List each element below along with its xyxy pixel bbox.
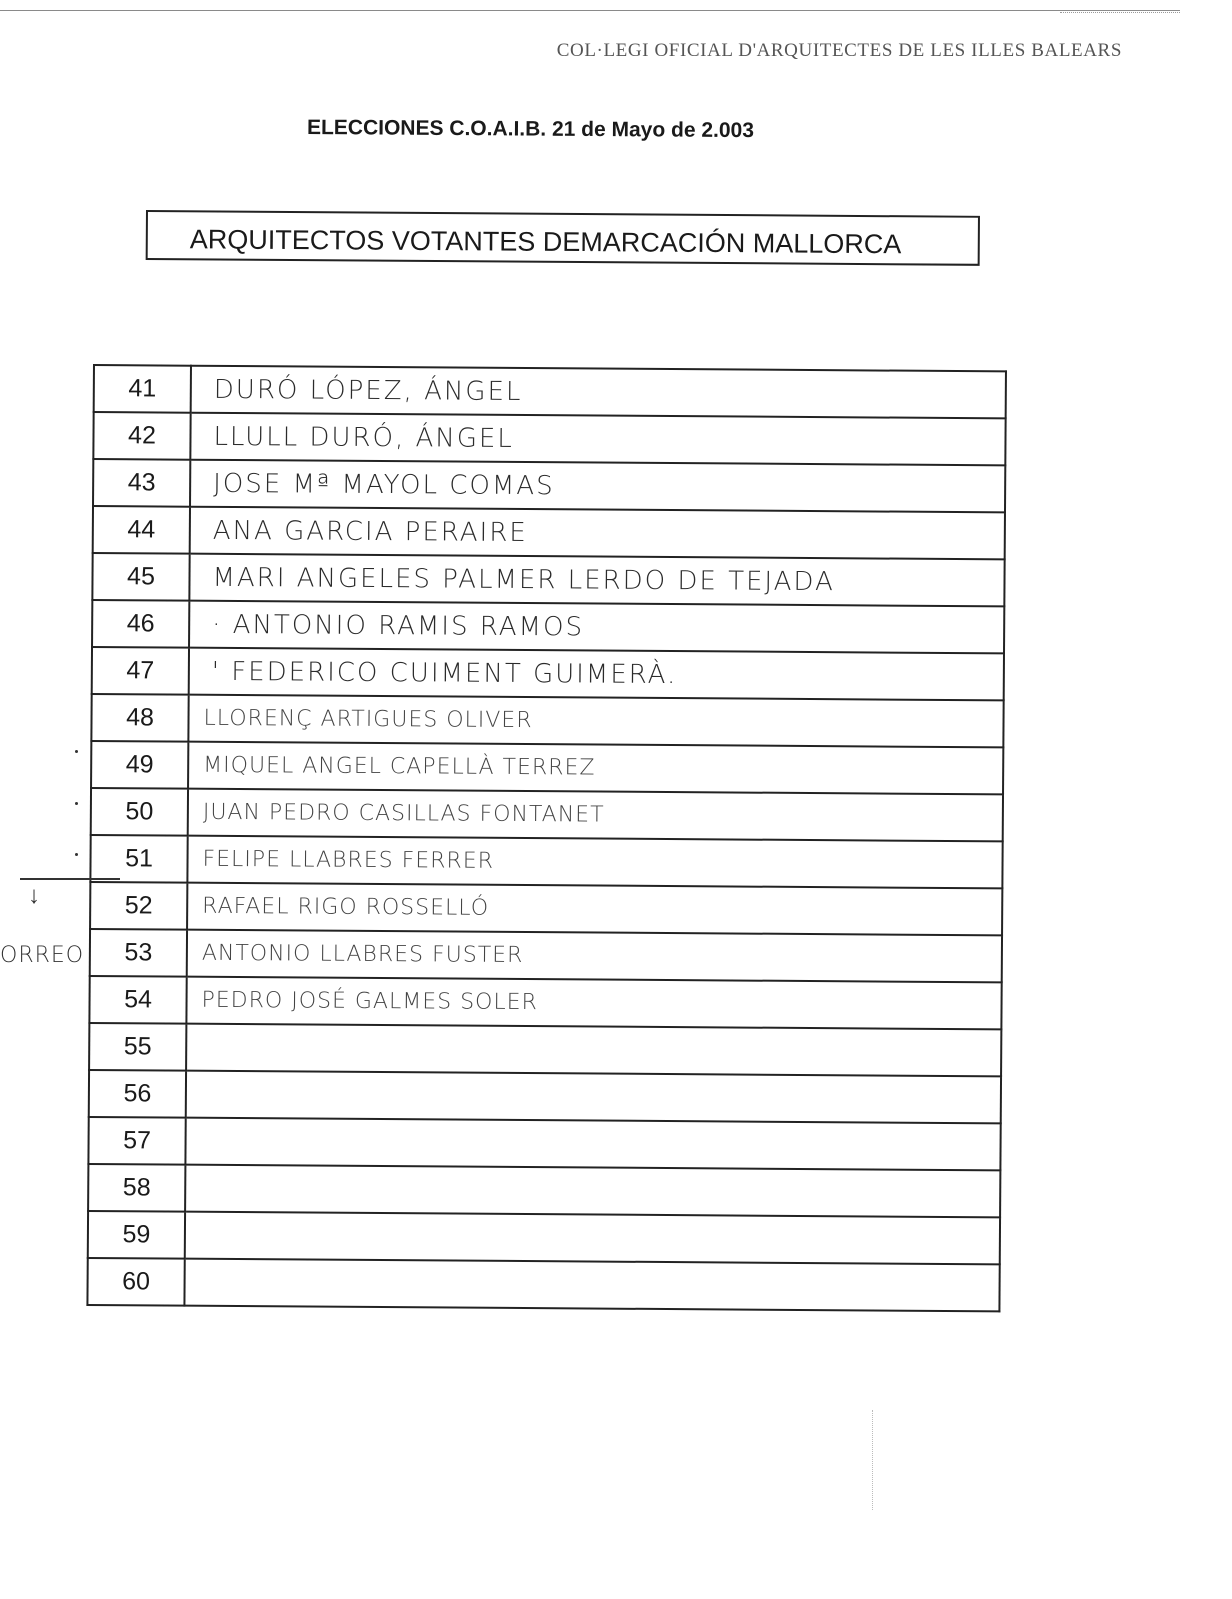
subtitle-text: ARQUITECTOS VOTANTES DEMARCACIÓN MALLORCA [189, 224, 902, 260]
table-row [91, 741, 1003, 794]
table-row [92, 600, 1004, 653]
scan-specks [872, 1410, 877, 1510]
voter-name: ' FEDERICO CUIMENT GUIMERÀ. [189, 648, 1004, 701]
voter-name: ANTONIO LLABRES FUSTER [187, 930, 1002, 983]
table-row [88, 1211, 1000, 1264]
table-row [90, 929, 1002, 982]
voter-name [186, 1024, 1001, 1077]
document-title: ELECCIONES C.O.A.I.B. 21 de Mayo de 2.003 [306, 116, 755, 143]
row-number: 60 [87, 1258, 184, 1306]
row-number: 44 [93, 506, 190, 554]
row-number: 46 [92, 600, 189, 648]
voters-table [86, 364, 1007, 1312]
margin-divider-line [20, 878, 120, 880]
table-row [87, 1258, 999, 1311]
table-row [93, 459, 1005, 512]
voter-name: JOSE Mª MAYOL COMAS [190, 460, 1005, 513]
table-row [88, 1117, 1000, 1170]
row-number: 51 [90, 835, 187, 883]
margin-mark [75, 853, 78, 856]
table-row [94, 365, 1006, 418]
voter-name: ANA GARCIA PERAIRE [190, 507, 1005, 560]
row-number: 49 [91, 741, 188, 789]
table-row [88, 1164, 1000, 1217]
voter-name: · ANTONIO RAMIS RAMOS [189, 601, 1004, 654]
scan-edge-dots [1060, 12, 1180, 14]
down-arrow-icon: ↓ [28, 882, 40, 909]
voter-name: MARI ANGELES PALMER LERDO DE TEJADA [189, 554, 1004, 607]
voter-name: FELIPE LLABRES FERRER [187, 836, 1002, 889]
row-number: 45 [92, 553, 189, 601]
voter-name [184, 1259, 999, 1312]
table-row [89, 1023, 1001, 1076]
table-row [93, 412, 1005, 465]
table-row [93, 506, 1005, 559]
voter-name [185, 1118, 1000, 1171]
table-row [91, 694, 1003, 747]
voter-name: RAFAEL RIGO ROSSELLÓ [187, 883, 1002, 936]
row-number: 52 [90, 882, 187, 930]
table-row [89, 1070, 1001, 1123]
row-number: 41 [94, 365, 191, 413]
row-number: 53 [90, 929, 187, 977]
row-number: 50 [91, 788, 188, 836]
table-row [91, 788, 1003, 841]
row-number: 56 [89, 1070, 186, 1118]
voter-name [186, 1071, 1001, 1124]
voter-name: JUAN PEDRO CASILLAS FONTANET [188, 789, 1003, 842]
voter-name: LLULL DURÓ, ÁNGEL [190, 413, 1005, 466]
margin-mark [75, 802, 78, 805]
row-number: 43 [93, 459, 190, 507]
scan-edge-line [0, 10, 1180, 11]
row-number: 54 [89, 976, 186, 1024]
voter-name: DURÓ LÓPEZ, ÁNGEL [191, 366, 1006, 419]
table-row [89, 976, 1001, 1029]
row-number: 42 [93, 412, 190, 460]
row-number: 58 [88, 1164, 185, 1212]
subtitle-box [146, 210, 980, 266]
letterhead: COL·LEGI OFICIAL D'ARQUITECTES DE LES ILLES BALEARS [556, 40, 1122, 61]
table-row [92, 553, 1004, 606]
row-number: 57 [88, 1117, 185, 1165]
row-number: 55 [89, 1023, 186, 1071]
voter-name [185, 1165, 1000, 1218]
row-number: 47 [92, 647, 189, 695]
margin-mark [75, 750, 78, 753]
voter-name [185, 1212, 1000, 1265]
voter-name: LLORENÇ ARTIGUES OLIVER [188, 695, 1003, 748]
table-row [90, 882, 1002, 935]
row-number: 48 [91, 694, 188, 742]
table-row [90, 835, 1002, 888]
margin-note: ORREO [0, 943, 85, 968]
row-number: 59 [88, 1211, 185, 1259]
voter-name: PEDRO JOSÉ GALMES SOLER [186, 977, 1001, 1030]
table-row [92, 647, 1004, 700]
voter-name: MIQUEL ANGEL CAPELLÀ TERREZ [188, 742, 1003, 795]
